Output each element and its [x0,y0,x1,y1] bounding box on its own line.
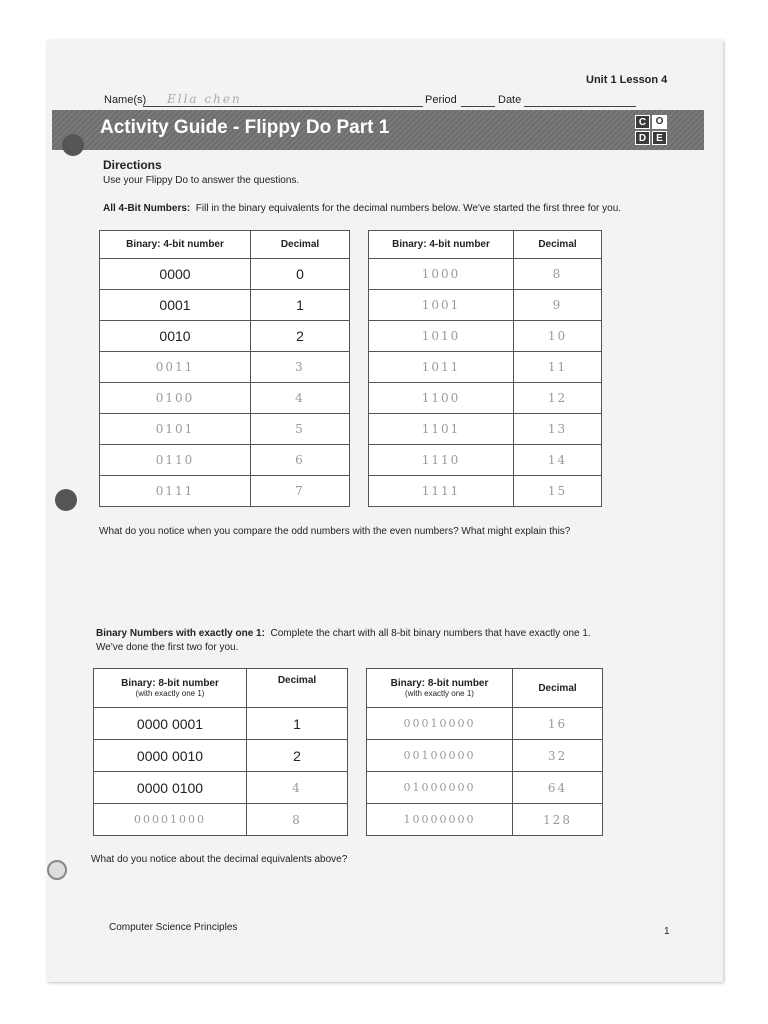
period-label: Period [425,94,457,106]
table-row [100,476,350,507]
binary-answer-cell[interactable]: 10000000 [367,804,513,836]
date-field[interactable] [524,106,636,107]
four-bit-label: All 4-Bit Numbers: [103,203,191,214]
binary-answer-cell[interactable]: 01000000 [367,772,513,804]
decimal-answer-cell[interactable]: 4 [251,383,350,414]
decimal-cell: 2 [247,740,348,772]
directions-text: Use your Flippy Do to answer the questions. [103,175,300,186]
binary-cell: 0000 0100 [94,772,247,804]
four-bit-table-left [99,230,350,507]
period-field[interactable] [461,106,495,107]
name-handwritten: Ella chen [167,92,242,106]
eight-bit-instructions [96,627,591,655]
name-label: Name(s) [104,94,147,106]
table-row [367,740,603,772]
binary-cell: 0010 [100,321,251,352]
binary-cell: 0001 [100,290,251,321]
decimal-answer-cell[interactable]: 8 [247,804,348,836]
logo-letter: D [635,131,650,145]
decimal-answer-cell[interactable]: 32 [513,740,603,772]
question-odd-even: What do you notice when you compare the odd numbers with the even numbers? What might explain this? [99,526,571,537]
table-row [100,321,350,352]
decimal-cell: 2 [251,321,350,352]
binary-cell: 0000 [100,259,251,290]
binary-answer-cell[interactable]: 1111 [369,476,514,507]
four-bit-table-right [368,230,602,507]
table-row [100,383,350,414]
logo-letter: C [635,115,650,129]
name-field[interactable] [143,106,423,107]
decimal-answer-cell[interactable]: 5 [251,414,350,445]
table-row [367,708,603,740]
binary-answer-cell[interactable]: 0111 [100,476,251,507]
decimal-answer-cell[interactable]: 6 [251,445,350,476]
col-header-binary-label: Binary: 8-bit number [390,678,489,689]
directions-heading: Directions [103,158,162,172]
decimal-answer-cell[interactable]: 11 [514,352,602,383]
table-row [369,352,602,383]
decimal-cell: 1 [247,708,348,740]
binary-answer-cell[interactable]: 1110 [369,445,514,476]
footer-course: Computer Science Principles [109,922,238,933]
binary-answer-cell[interactable]: 00001000 [94,804,247,836]
col-header-binary: Binary: 4-bit number [369,231,514,259]
table-row [94,708,348,740]
binary-answer-cell[interactable]: 1101 [369,414,514,445]
table-row [94,740,348,772]
decimal-cell: 0 [251,259,350,290]
punch-hole-middle [55,489,77,511]
table-row [100,259,350,290]
page-title: Activity Guide - Flippy Do Part 1 [100,117,390,138]
punch-hole-top [62,134,84,156]
col-header-binary-sub: (with exactly one 1) [405,689,474,698]
binary-answer-cell[interactable]: 0100 [100,383,251,414]
binary-cell: 0000 0001 [94,708,247,740]
binary-answer-cell[interactable]: 1011 [369,352,514,383]
decimal-answer-cell[interactable]: 3 [251,352,350,383]
table-row [94,772,348,804]
table-row [367,772,603,804]
lesson-label: Unit 1 Lesson 4 [586,74,668,86]
four-bit-instructions [103,203,621,214]
decimal-answer-cell[interactable]: 64 [513,772,603,804]
decimal-answer-cell[interactable]: 4 [247,772,348,804]
col-header-binary-label: Binary: 8-bit number [121,678,219,689]
binary-answer-cell[interactable]: 1010 [369,321,514,352]
decimal-answer-cell[interactable]: 15 [514,476,602,507]
binary-answer-cell[interactable]: 1100 [369,383,514,414]
table-row [369,290,602,321]
table-row [100,414,350,445]
binary-answer-cell[interactable]: 1001 [369,290,514,321]
decimal-answer-cell[interactable]: 128 [513,804,603,836]
col-header-decimal: Decimal [514,231,602,259]
table-row [369,383,602,414]
col-header-binary-sub: (with exactly one 1) [135,689,205,698]
table-row [100,352,350,383]
table-row [367,804,603,836]
eight-bit-table-right [366,668,603,836]
decimal-cell: 1 [251,290,350,321]
binary-answer-cell[interactable]: 1000 [369,259,514,290]
eight-bit-text: Complete the chart with all 8-bit binary numbers that have exactly one 1. [270,628,591,639]
table-row [369,321,602,352]
table-row [369,259,602,290]
col-header-decimal: Decimal [513,669,603,708]
table-row [94,804,348,836]
table-row [100,445,350,476]
decimal-answer-cell[interactable]: 10 [514,321,602,352]
table-row [369,476,602,507]
logo-letter: E [652,131,667,145]
binary-answer-cell[interactable]: 0110 [100,445,251,476]
col-header-binary: Binary: 4-bit number [100,231,251,259]
binary-cell: 0000 0010 [94,740,247,772]
col-header-binary [94,669,247,708]
decimal-answer-cell[interactable]: 8 [514,259,602,290]
punch-hole-bottom [47,860,67,880]
binary-answer-cell[interactable]: 0101 [100,414,251,445]
code-logo [633,113,669,147]
eight-bit-label: Binary Numbers with exactly one 1: [96,628,265,639]
table-row [369,414,602,445]
decimal-answer-cell[interactable]: 12 [514,383,602,414]
eight-bit-text-2: We've done the first two for you. [96,642,239,653]
col-header-binary [367,669,513,708]
four-bit-text: Fill in the binary equivalents for the decimal numbers below. We've started the first three for you. [195,203,622,214]
decimal-answer-cell[interactable]: 9 [514,290,602,321]
decimal-answer-cell[interactable]: 13 [514,414,602,445]
page-number: 1 [664,926,670,937]
date-label: Date [498,94,522,106]
question-decimal-equivalents: What do you notice about the decimal equivalents above? [91,854,348,865]
decimal-answer-cell[interactable]: 14 [514,445,602,476]
decimal-answer-cell[interactable]: 16 [513,708,603,740]
logo-letter: O [652,115,667,129]
binary-answer-cell[interactable]: 0011 [100,352,251,383]
binary-answer-cell[interactable]: 00100000 [367,740,513,772]
binary-answer-cell[interactable]: 00010000 [367,708,513,740]
decimal-answer-cell[interactable]: 7 [251,476,350,507]
table-row [369,445,602,476]
col-header-decimal: Decimal [247,669,348,708]
col-header-decimal: Decimal [251,231,350,259]
eight-bit-table-left [93,668,348,836]
table-row [100,290,350,321]
